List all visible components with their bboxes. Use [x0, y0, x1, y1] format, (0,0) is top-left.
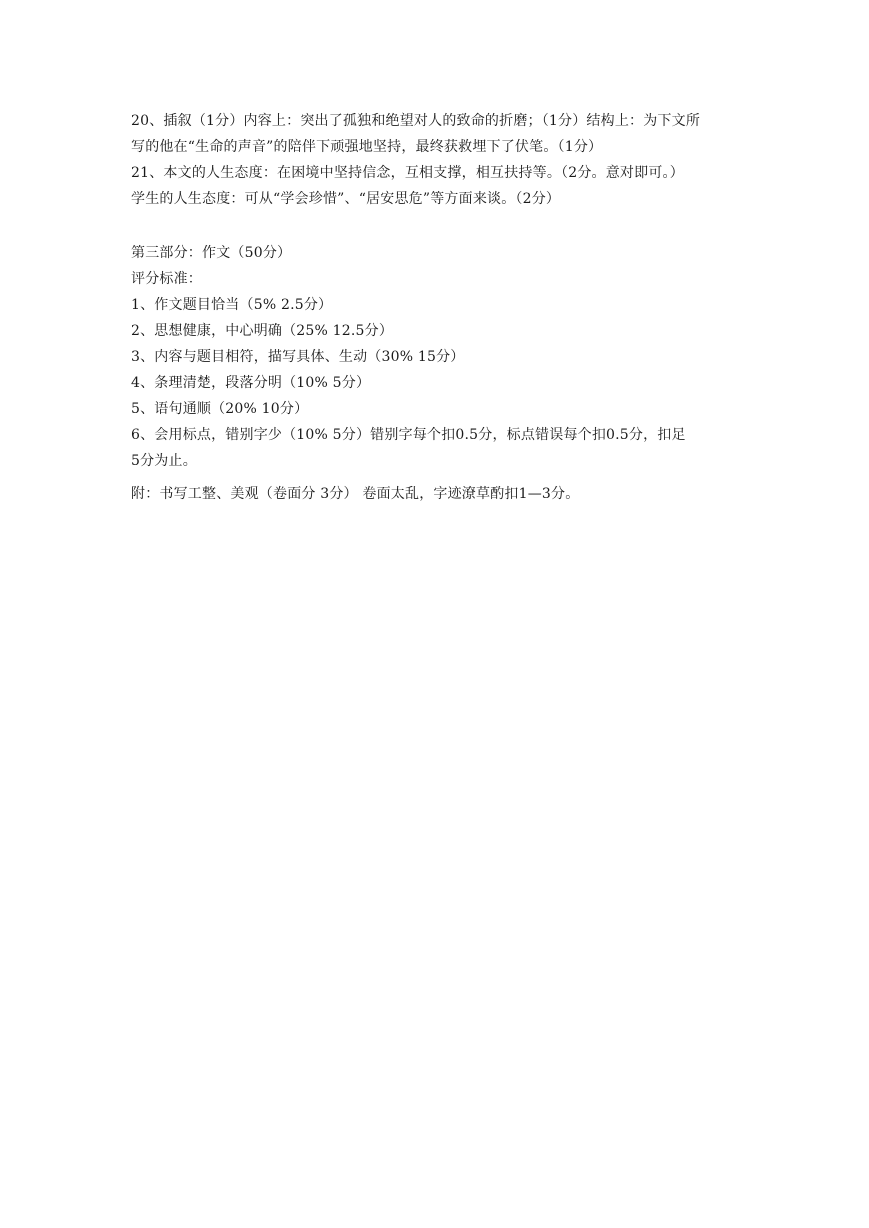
- criterion-item: 5、语句通顺（20% 10分）: [131, 401, 309, 417]
- q20-answer-line-1: 20、插叙（1分）内容上：突出了孤独和绝望对人的致命的折磨；（1分）结构上：为下文所: [131, 113, 701, 129]
- answer-section: [131, 108, 749, 212]
- q20-answer-line-2: 写的他在“生命的声音”的陪伴下顽强地坚持，最终获救埋下了伏笔。（1分）: [131, 139, 603, 155]
- q21-answer-line-1: 21、本文的人生态度：在困境中坚持信念，互相支撑，相互扶持等。（2分。意对即可。）: [131, 165, 684, 181]
- criterion-item: 4、条理清楚，段落分明（10% 5分）: [131, 375, 371, 391]
- criterion-item: 2、思想健康，中心明确（25% 12.5分）: [131, 323, 394, 339]
- appendix-note: 附：书写工整、美观（卷面分 3分） 卷面太乱，字迹潦草酌扣1—3分。: [131, 486, 580, 502]
- criterion-6-line-2: 5分为止。: [131, 453, 197, 469]
- criterion-6-line-1: 6、会用标点，错别字少（10% 5分）错别字每个扣0.5分，标点错误每个扣0.5分，扣足: [131, 427, 686, 443]
- appendix-note-section: [131, 481, 749, 507]
- q21-answer-line-2: 学生的人生态度：可从“学会珍惜”、“居安思危”等方面来谈。（2分）: [131, 191, 561, 207]
- essay-section: [131, 240, 749, 474]
- criterion-item: 3、内容与题目相符，描写具体、生动（30% 15分）: [131, 349, 465, 365]
- criterion-item: 1、作文题目恰当（5% 2.5分）: [131, 297, 333, 313]
- criteria-title: 评分标准：: [131, 271, 202, 287]
- essay-heading: 第三部分：作文（50分）: [131, 245, 292, 261]
